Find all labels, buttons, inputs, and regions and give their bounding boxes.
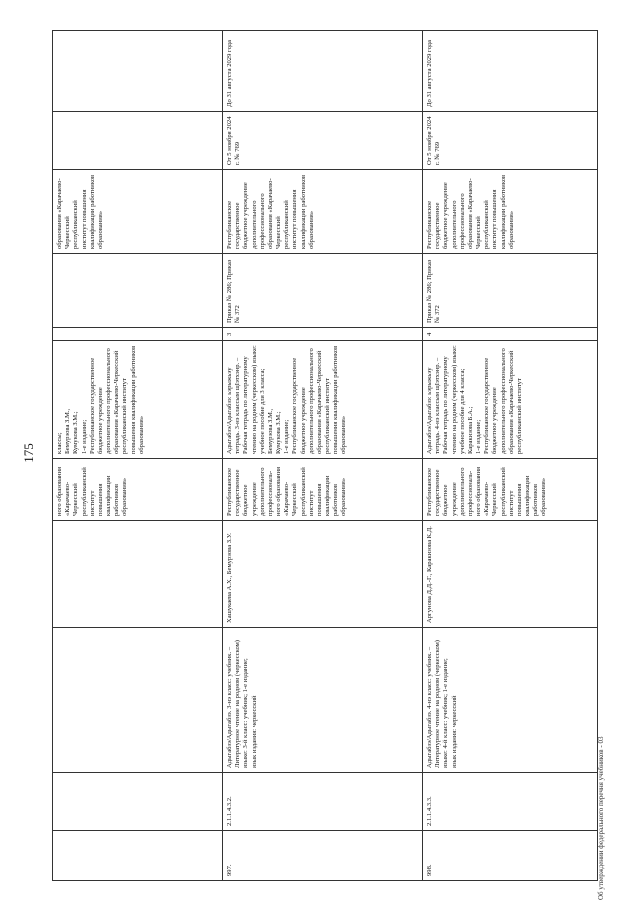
- cell-description: Адыгабзэ/Адыгабзэ: ьэрыжьэу тетрадь. 3-нэ классым щIэтхэнр. – Рабочая тетрадь по литературному чтению на родном (черкесском) языке: учебное пособие для 3 класса; Бемурзова З.М., Кумукова З.М.; 1-е издание; Республиканское государственное бюджетное учреждение дополнительного профессионального образования «Карачаево-Черкесский республиканский институт повышения квалификации работников образования»: [223, 341, 423, 459]
- cell-title: Адыгабзэ/Адыгабзэ. 4-нэ класс: учебник. – Литературное чтение на родном (черкесском) языке: 4-й класс: учебник; 1-е издание; язык издания: черкесский: [423, 628, 598, 773]
- cell-code: 2.1.1.4.3.3.: [423, 773, 598, 831]
- cell-num: 998.: [423, 831, 598, 881]
- table-row: [423, 31, 598, 881]
- cell-grade: [53, 328, 223, 341]
- document-table-frame: [52, 31, 597, 881]
- table-row: [223, 31, 423, 881]
- cell-num: [53, 831, 223, 881]
- footer-text: Об утверждении федерального перечня учебников - 03: [597, 736, 605, 900]
- cell-developer: Республиканское государственное бюджетное учреждение дополнительного профессионального образования «Карачаево-Черкесский республиканский институт повышения квалификации работников образования»: [423, 170, 598, 254]
- cell-date-until: [53, 31, 223, 112]
- cell-date-from: От 5 ноября 2024 г. № 769: [223, 112, 423, 170]
- cell-code: 2.1.1.4.3.2.: [223, 773, 423, 831]
- page-number: 175: [21, 443, 36, 463]
- cell-order: Приказ № 286; Приказ № 372: [423, 254, 598, 328]
- cell-publisher: Республиканское государственное бюджетное учреждение дополнительного профессиональ-ного образования «Карачаево-Черкесский республиканский институт повышения квалификации работников образования»: [223, 459, 423, 521]
- cell-developer: образования «Карачаево-Черкесский республиканский институт повышения квалификации работников образования»: [53, 170, 223, 254]
- textbook-table: [52, 30, 598, 881]
- cell-developer: Республиканское государственное бюджетное учреждение дополнительного профессионального образования «Карачаево-Черкесский республиканский институт повышения квалификации работников образования»: [223, 170, 423, 254]
- table-row: [53, 31, 223, 881]
- cell-date-from: [53, 112, 223, 170]
- cell-grade: 4: [423, 328, 598, 341]
- cell-publisher: Республиканское государственное бюджетное учреждение дополнительного профессиональ-ного образования «Карачаево-Черкесский республиканский институт повышения квалификации работников образования»: [423, 459, 598, 521]
- cell-grade: 3: [223, 328, 423, 341]
- cell-code: [53, 773, 223, 831]
- cell-order: Приказ № 286; Приказ № 372: [223, 254, 423, 328]
- cell-authors: Хашукаева А.Х., Бемурзова З.У.: [223, 521, 423, 628]
- cell-authors: Аргунова Д.Д.-Г., Каракизова К.Д.: [423, 521, 598, 628]
- cell-description: классы; Бемурзова З.М., Кумукова З.М.; 1-е издание; Республиканское государственное бюджетное учреждение дополнительного профессионального образования «Карачаево-Черкесский республиканский институт повышения квалификации работников образования»: [53, 341, 223, 459]
- cell-authors: [53, 521, 223, 628]
- cell-date-from: От 5 ноября 2024 г. № 769: [423, 112, 598, 170]
- cell-publisher: ного образования «Карачаево-Черкесский республиканский институт повышения квалификации работников образования»: [53, 459, 223, 521]
- cell-title: [53, 628, 223, 773]
- cell-description: Адыгабзэ/Адыгабзэ: ьэрыжьэу тетрадь. 4-нэ классым щIэтхэнр. – Рабочая тетрадь по литературному чтению на родном (черкесском) языке: учебное пособие для 4 класса; Каракизова Б.А.; 1-е издание; Республиканское государственное бюджетное учреждение дополнительного профессионального образования «Карачаево-Черкесский республиканский институт: [423, 341, 598, 459]
- cell-order: [53, 254, 223, 328]
- cell-title: Адыгабзэ/Адыгабзэ. 3-нэ класс: учебник. – Литературное чтение на родном (черкесском) языке: 3-й класс: учебник; 1-е издание; язык издания: черкесский: [223, 628, 423, 773]
- cell-num: 997.: [223, 831, 423, 881]
- cell-date-until: До 31 августа 2029 года: [423, 31, 598, 112]
- cell-date-until: До 31 августа 2029 года: [223, 31, 423, 112]
